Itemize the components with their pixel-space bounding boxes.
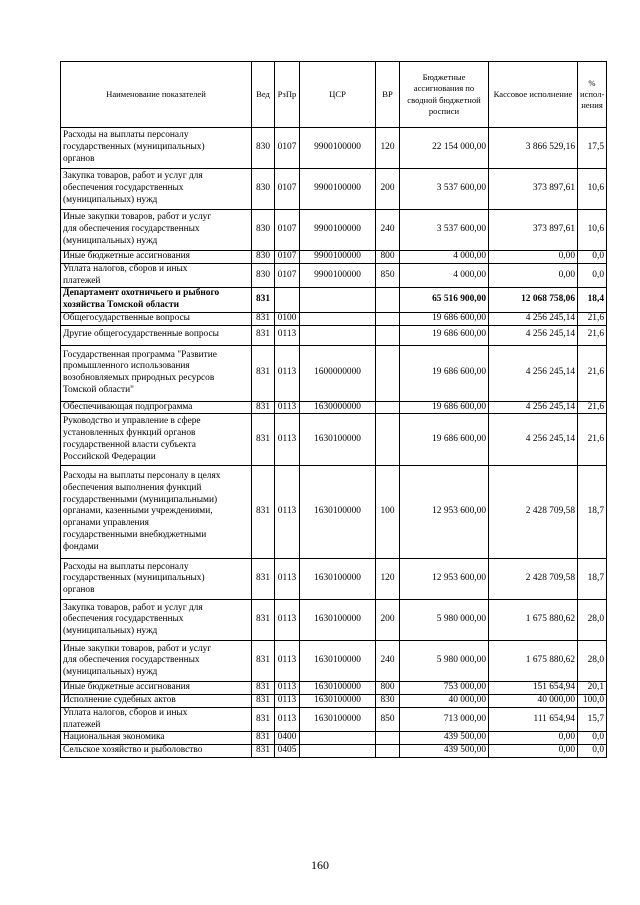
cell-csr [300, 312, 376, 325]
cell-pct: 21,6 [578, 401, 607, 414]
cell-pct: 21,6 [578, 325, 607, 345]
cell-vr [376, 345, 400, 401]
cell-pct: 10,6 [578, 210, 607, 251]
table-row [61, 251, 607, 264]
cell-ved: 831 [252, 682, 275, 695]
cell-cash: 0,00 [489, 745, 578, 758]
cell-name: Исполнение судебных актов [61, 695, 252, 708]
cell-rzpr: 0113 [275, 707, 300, 732]
cell-csr: 1630100000 [300, 559, 376, 600]
cell-csr: 9900100000 [300, 251, 376, 264]
cell-name: Расходы на выплаты персоналу государственных (муниципальных) органов [61, 559, 252, 600]
cell-cash: 2 428 709,58 [489, 466, 578, 559]
cell-ved: 831 [252, 414, 275, 466]
cell-pct: 15,7 [578, 707, 607, 732]
header-name: Наименование показателей [61, 62, 252, 128]
cell-vr [376, 414, 400, 466]
cell-vr: 240 [376, 641, 400, 682]
cell-vr: 240 [376, 210, 400, 251]
cell-budget: 12 953 600,00 [400, 466, 489, 559]
cell-name: Руководство и управление в сфере установленных функций органов государственной власти субъекта Российской Федерации [61, 414, 252, 466]
budget-execution-table [60, 61, 607, 758]
table-row [61, 707, 607, 732]
cell-ved: 831 [252, 707, 275, 732]
cell-name: Закупка товаров, работ и услуг для обеспечения государственных (муниципальных) нужд [61, 600, 252, 641]
cell-cash: 4 256 245,14 [489, 414, 578, 466]
table-row [61, 345, 607, 401]
cell-csr [300, 288, 376, 313]
cell-cash: 4 256 245,14 [489, 325, 578, 345]
cell-budget: 19 686 600,00 [400, 345, 489, 401]
cell-rzpr: 0107 [275, 251, 300, 264]
cell-budget: 19 686 600,00 [400, 325, 489, 345]
cell-rzpr: 0113 [275, 559, 300, 600]
cell-name: Другие общегосударственные вопросы [61, 325, 252, 345]
table-row [61, 128, 607, 169]
cell-ved: 830 [252, 263, 275, 288]
cell-cash: 0,00 [489, 263, 578, 288]
cell-vr [376, 325, 400, 345]
cell-rzpr: 0113 [275, 345, 300, 401]
table-row [61, 559, 607, 600]
cell-cash: 111 654,94 [489, 707, 578, 732]
cell-ved: 830 [252, 251, 275, 264]
cell-pct: 21,6 [578, 345, 607, 401]
cell-vr: 100 [376, 466, 400, 559]
cell-ved: 831 [252, 312, 275, 325]
table-row [61, 641, 607, 682]
cell-csr: 9900100000 [300, 263, 376, 288]
cell-csr: 1630100000 [300, 600, 376, 641]
cell-budget: 19 686 600,00 [400, 312, 489, 325]
table-row [61, 288, 607, 313]
cell-rzpr: 0107 [275, 169, 300, 210]
cell-pct: 28,0 [578, 600, 607, 641]
cell-rzpr: 0107 [275, 128, 300, 169]
cell-ved: 831 [252, 325, 275, 345]
cell-ved: 830 [252, 169, 275, 210]
cell-cash: 4 256 245,14 [489, 312, 578, 325]
cell-pct: 0,0 [578, 263, 607, 288]
cell-pct: 0,0 [578, 251, 607, 264]
cell-rzpr: 0113 [275, 682, 300, 695]
cell-name: Расходы на выплаты персоналу государственных (муниципальных) органов [61, 128, 252, 169]
cell-csr: 1600000000 [300, 345, 376, 401]
cell-csr [300, 325, 376, 345]
cell-csr: 9900100000 [300, 210, 376, 251]
table-body [61, 128, 607, 758]
cell-cash: 151 654,94 [489, 682, 578, 695]
cell-rzpr: 0100 [275, 312, 300, 325]
cell-budget: 19 686 600,00 [400, 401, 489, 414]
cell-cash: 40 000,00 [489, 695, 578, 708]
cell-vr: 830 [376, 695, 400, 708]
cell-vr: 800 [376, 251, 400, 264]
cell-budget: 753 000,00 [400, 682, 489, 695]
cell-vr: 800 [376, 682, 400, 695]
cell-csr [300, 745, 376, 758]
cell-cash: 0,00 [489, 251, 578, 264]
cell-budget: 22 154 000,00 [400, 128, 489, 169]
cell-cash: 4 256 245,14 [489, 401, 578, 414]
table-row [61, 263, 607, 288]
cell-rzpr: 0405 [275, 745, 300, 758]
cell-cash: 4 256 245,14 [489, 345, 578, 401]
cell-ved: 831 [252, 559, 275, 600]
cell-pct: 18,7 [578, 559, 607, 600]
cell-ved: 831 [252, 466, 275, 559]
header-vr: ВР [376, 62, 400, 128]
cell-budget: 65 516 900,00 [400, 288, 489, 313]
cell-vr [376, 745, 400, 758]
table-row [61, 169, 607, 210]
cell-name: Обеспечивающая подпрограмма [61, 401, 252, 414]
cell-rzpr: 0113 [275, 401, 300, 414]
cell-cash: 0,00 [489, 732, 578, 745]
cell-vr [376, 288, 400, 313]
cell-vr [376, 312, 400, 325]
cell-csr: 1630000000 [300, 401, 376, 414]
cell-pct: 0,0 [578, 745, 607, 758]
table-row [61, 325, 607, 345]
table-row [61, 210, 607, 251]
header-ved: Вед [252, 62, 275, 128]
page-number: 160 [311, 858, 329, 872]
cell-ved: 831 [252, 695, 275, 708]
cell-rzpr: 0113 [275, 325, 300, 345]
table-row [61, 312, 607, 325]
cell-pct: 20,1 [578, 682, 607, 695]
cell-vr [376, 401, 400, 414]
cell-cash: 1 675 880,62 [489, 600, 578, 641]
cell-cash: 3 866 529,16 [489, 128, 578, 169]
cell-name: Иные бюджетные ассигнования [61, 251, 252, 264]
cell-csr: 1630100000 [300, 414, 376, 466]
cell-pct: 10,6 [578, 169, 607, 210]
cell-rzpr: 0107 [275, 210, 300, 251]
cell-vr: 200 [376, 600, 400, 641]
cell-budget: 40 000,00 [400, 695, 489, 708]
cell-ved: 830 [252, 128, 275, 169]
cell-vr: 120 [376, 559, 400, 600]
cell-csr: 9900100000 [300, 169, 376, 210]
table-row [61, 466, 607, 559]
cell-budget: 3 537 600,00 [400, 210, 489, 251]
cell-pct: 18,4 [578, 288, 607, 313]
cell-name: Департамент охотничьего и рыбного хозяйства Томской области [61, 288, 252, 313]
cell-cash: 1 675 880,62 [489, 641, 578, 682]
cell-name: Сельское хозяйство и рыболовство [61, 745, 252, 758]
cell-name: Уплата налогов, сборов и иных платежей [61, 263, 252, 288]
cell-vr [376, 732, 400, 745]
cell-csr: 1630100000 [300, 695, 376, 708]
table-row [61, 414, 607, 466]
cell-cash: 2 428 709,58 [489, 559, 578, 600]
header-csr: ЦСР [300, 62, 376, 128]
cell-vr: 850 [376, 263, 400, 288]
table-header-row [61, 62, 607, 128]
cell-name: Государственная программа "Развитие промышленного использования возобновляемых природных ресурсов Томской области" [61, 345, 252, 401]
cell-csr [300, 732, 376, 745]
cell-budget: 4 000,00 [400, 251, 489, 264]
cell-cash: 373 897,61 [489, 169, 578, 210]
cell-rzpr: 0113 [275, 641, 300, 682]
cell-name: Иные закупки товаров, работ и услуг для обеспечения государственных (муниципальных) нужд [61, 641, 252, 682]
table-row [61, 745, 607, 758]
cell-budget: 439 500,00 [400, 745, 489, 758]
cell-budget: 12 953 600,00 [400, 559, 489, 600]
cell-budget: 4 000,00 [400, 263, 489, 288]
cell-name: Уплата налогов, сборов и иных платежей [61, 707, 252, 732]
cell-name: Национальная экономика [61, 732, 252, 745]
cell-budget: 5 980 000,00 [400, 641, 489, 682]
cell-ved: 831 [252, 401, 275, 414]
cell-budget: 439 500,00 [400, 732, 489, 745]
cell-pct: 100,0 [578, 695, 607, 708]
cell-ved: 831 [252, 345, 275, 401]
cell-pct: 28,0 [578, 641, 607, 682]
cell-ved: 831 [252, 600, 275, 641]
header-budget: Бюджетные ассигнования по сводной бюджетной росписи [400, 62, 489, 128]
cell-rzpr: 0107 [275, 263, 300, 288]
cell-name: Расходы на выплаты персоналу в целях обеспечения выполнения функций государственными (муниципальными) органами, казенными учреждениями, органами управления государственными внебюджетными фондами [61, 466, 252, 559]
table-row [61, 695, 607, 708]
cell-ved: 831 [252, 732, 275, 745]
cell-budget: 19 686 600,00 [400, 414, 489, 466]
cell-rzpr: 0400 [275, 732, 300, 745]
cell-rzpr: 0113 [275, 414, 300, 466]
header-rzpr: РзПр [275, 62, 300, 128]
cell-name: Закупка товаров, работ и услуг для обеспечения государственных (муниципальных) нужд [61, 169, 252, 210]
cell-pct: 0,0 [578, 732, 607, 745]
cell-csr: 1630100000 [300, 707, 376, 732]
cell-budget: 713 000,00 [400, 707, 489, 732]
cell-vr: 200 [376, 169, 400, 210]
header-cash: Кассовое исполнение [489, 62, 578, 128]
cell-pct: 21,6 [578, 312, 607, 325]
cell-rzpr: 0113 [275, 466, 300, 559]
cell-budget: 3 537 600,00 [400, 169, 489, 210]
cell-csr: 1630100000 [300, 641, 376, 682]
cell-csr: 9900100000 [300, 128, 376, 169]
cell-ved: 831 [252, 745, 275, 758]
cell-rzpr: 0113 [275, 695, 300, 708]
cell-pct: 17,5 [578, 128, 607, 169]
cell-name: Иные бюджетные ассигнования [61, 682, 252, 695]
table-row [61, 600, 607, 641]
header-percent: % испол-нения [578, 62, 607, 128]
cell-ved: 831 [252, 641, 275, 682]
table-row [61, 682, 607, 695]
table-row [61, 732, 607, 745]
cell-cash: 373 897,61 [489, 210, 578, 251]
cell-pct: 21,6 [578, 414, 607, 466]
cell-rzpr [275, 288, 300, 313]
cell-budget: 5 980 000,00 [400, 600, 489, 641]
cell-rzpr: 0113 [275, 600, 300, 641]
cell-vr: 120 [376, 128, 400, 169]
cell-csr: 1630100000 [300, 466, 376, 559]
cell-name: Иные закупки товаров, работ и услуг для обеспечения государственных (муниципальных) нужд [61, 210, 252, 251]
cell-ved: 831 [252, 288, 275, 313]
cell-vr: 850 [376, 707, 400, 732]
cell-name: Общегосударственные вопросы [61, 312, 252, 325]
cell-pct: 18,7 [578, 466, 607, 559]
table-row [61, 401, 607, 414]
cell-cash: 12 068 758,06 [489, 288, 578, 313]
cell-ved: 830 [252, 210, 275, 251]
cell-csr: 1630100000 [300, 682, 376, 695]
